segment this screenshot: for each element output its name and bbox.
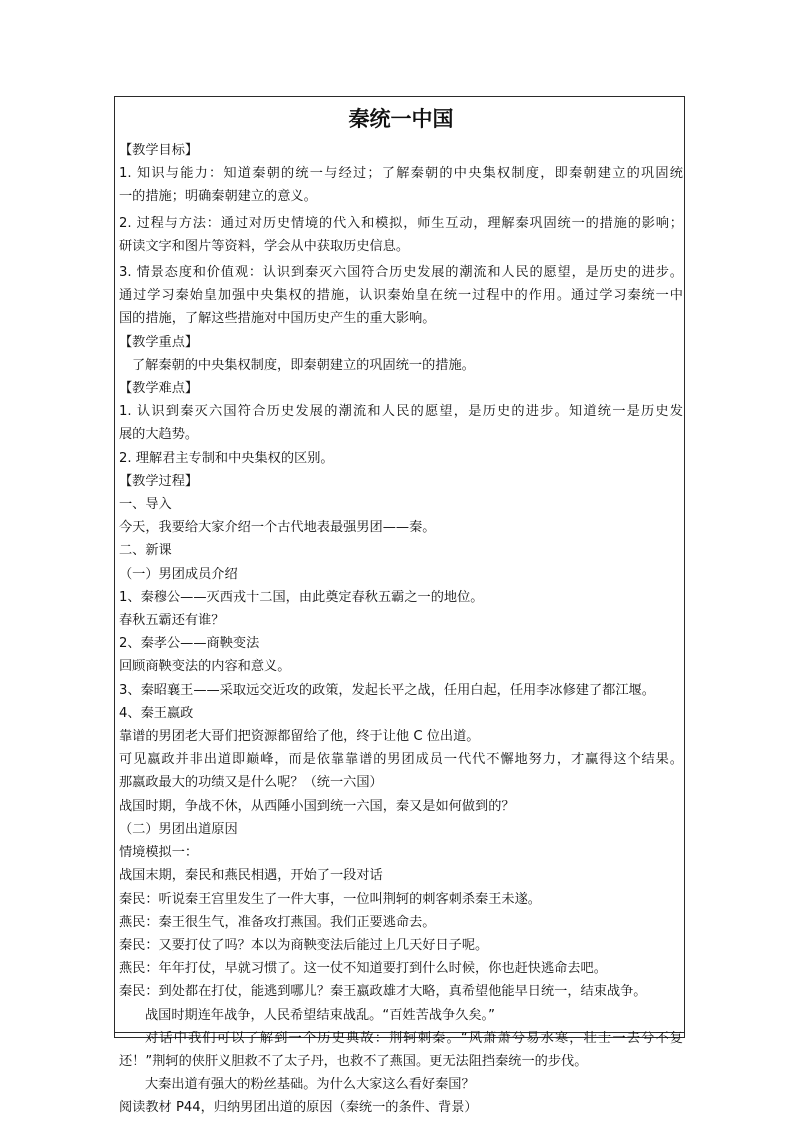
dialogue-line: 秦民：又要打仗了吗？本以为商鞅变法后能过上几天好日子呢。	[119, 937, 489, 953]
section-header-goals: 【教学目标】	[119, 143, 199, 158]
subsection-members: （一）男团成员介绍	[119, 566, 238, 582]
goal-3-line-2: 通过学习秦始皇加强中央集权的措施，认识秦始皇在统一过程中的作用。通过学习秦统一中	[119, 288, 683, 304]
key-point-text: 了解秦朝的中央集权制度，即秦朝建立的巩固统一的措施。	[132, 357, 475, 373]
goal-1-line-2: 一的措施；明确秦朝建立的意义。	[119, 189, 317, 205]
member-4-text-b-line-1: 可见嬴政并非出道即巅峰，而是依靠靠谱的男团成员一代代不懈地努力，才赢得这个结果。	[119, 752, 683, 768]
section-header-key: 【教学重点】	[119, 334, 199, 350]
goal-2-line-1: 2. 过程与方法：通过对历史情境的代入和模拟，师生互动，理解秦巩固统一的措施的影响；	[119, 215, 683, 231]
simulation-intro: 战国末期，秦民和燕民相遇，开始了一段对话	[119, 868, 383, 884]
goal-3-line-1: 3. 情景态度和价值观：认识到秦灭六国符合历史发展的潮流和人民的愿望，是历史的进步。	[119, 265, 683, 281]
subsection-debut-reasons: （二）男团出道原因	[119, 821, 238, 837]
commentary-1: 战国时期连年战争，人民希望结束战乱。“百姓苦战争久矣。”	[145, 1007, 495, 1023]
process-new-lesson-heading: 二、新课	[119, 543, 172, 559]
difficulty-1-line-1: 1. 认识到秦灭六国符合历史发展的潮流和人民的愿望，是历史的进步。知道统一是历史发	[119, 404, 683, 420]
difficulty-1-line-2: 展的大趋势。	[119, 427, 199, 443]
simulation-heading: 情境模拟一：	[119, 845, 199, 861]
member-4: 4、秦王嬴政	[119, 705, 194, 721]
dialogue-line: 燕民：秦王很生气，准备攻打燕国。我们正要逃命去。	[119, 914, 436, 930]
commentary-2-line-2: 还！”荆轲的侠肝义胆救不了太子丹，也救不了燕国。更无法阻挡秦统一的步伐。	[119, 1053, 588, 1069]
goal-3-line-3: 国的措施，了解这些措施对中国历史产生的重大影响。	[119, 311, 436, 327]
document-content	[119, 100, 683, 1120]
difficulty-2: 2. 理解君主专制和中央集权的区别。	[119, 450, 334, 466]
section-header-difficulty: 【教学难点】	[119, 381, 199, 397]
process-intro-text: 今天，我要给大家介绍一个古代地表最强男团——秦。	[119, 520, 436, 536]
process-intro-heading: 一、导入	[119, 497, 172, 513]
member-4-text-a: 靠谱的男团老大哥们把资源都留给了他，终于让他 C 位出道。	[119, 729, 480, 745]
member-1-question: 春秋五霸还有谁？	[119, 613, 225, 629]
goal-1-line-1: 1. 知识与能力：知道秦朝的统一与经过；了解秦朝的中央集权制度，即秦朝建立的巩固统	[119, 166, 683, 182]
member-2: 2、秦孝公——商鞅变法	[119, 636, 260, 652]
commentary-2-line-1: 对话中我们可以了解到一个历史典故：荆轲刺秦。“风萧萧兮易水寒，壮士一去兮不复	[145, 1030, 683, 1046]
member-4-text-b-line-2: 那嬴政最大的功绩又是什么呢？（统一六国）	[119, 775, 383, 791]
commentary-4: 阅读教材 P44，归纳男团出道的原因（秦统一的条件、背景）	[119, 1100, 478, 1116]
member-1: 1、秦穆公——灭西戎十二国，由此奠定春秋五霸之一的地位。	[119, 589, 484, 605]
section-header-process: 【教学过程】	[119, 473, 199, 489]
dialogue-line: 燕民：年年打仗，早就习惯了。这一仗不知道要打到什么时候，你也赶快逃命去吧。	[119, 961, 607, 977]
goal-2-line-2: 研读文字和图片等资料，学会从中获取历史信息。	[119, 238, 410, 254]
dialogue-line: 秦民：听说秦王宫里发生了一件大事，一位叫荆轲的刺客刺杀秦王未遂。	[119, 891, 541, 907]
member-4-text-c: 战国时期，争战不休，从西陲小国到统一六国，秦又是如何做到的？	[119, 798, 515, 814]
dialogue-line: 秦民：到处都在打仗，能逃到哪儿？秦王嬴政雄才大略，真希望他能早日统一，结束战争。	[119, 984, 647, 1000]
commentary-3: 大秦出道有强大的粉丝基础。为什么大家这么看好秦国？	[145, 1077, 475, 1093]
page-title: 秦统一中国	[348, 107, 454, 131]
member-2-question: 回顾商鞅变法的内容和意义。	[119, 659, 291, 675]
member-3: 3、秦昭襄王——采取远交近攻的政策，发起长平之战，任用白起，任用李冰修建了都江堰。	[119, 682, 655, 698]
